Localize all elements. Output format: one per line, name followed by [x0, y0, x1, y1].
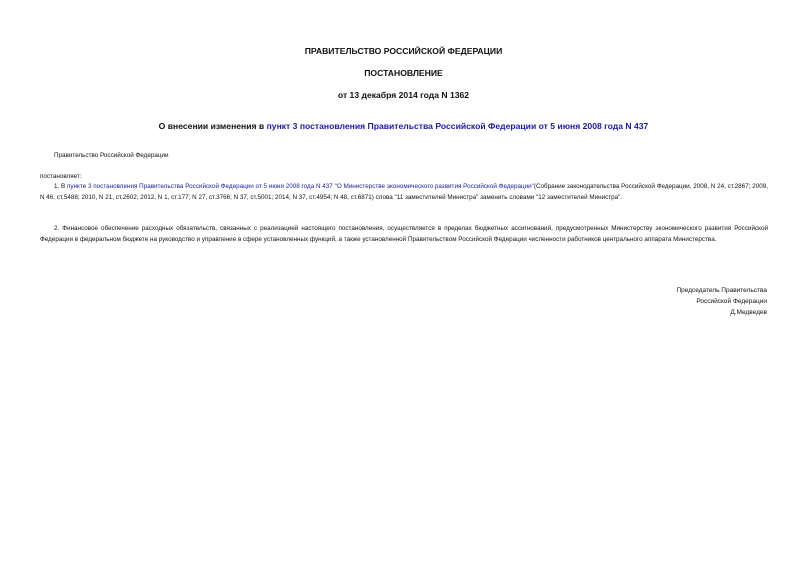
paragraph-2 [40, 224, 768, 245]
signature-block [676, 285, 767, 319]
government-heading: ПРАВИТЕЛЬСТВО РОССИЙСКОЙ ФЕДЕРАЦИИ [304, 46, 503, 56]
paragraph-2-text: 2. Финансовое обеспечение расходных обязательств, связанных с реализацией настоящего постановления, осуществляется в пределах бюджетных ассигнований, предусмотренных Министерству экономического развития Российской Федерации в федеральном бюджете на руководство и управление в сфере установленных функций, а также установленной Правительством Российской Федерации численности работников центрального аппарата Министерства. [40, 225, 768, 243]
paragraph-1-rest: (Собрание законодательства Российской Федерации, 2008, N 24, ст.2867; 2009, N 46, ст.5488; 2010, N 21, ст.2602; 2012, N 1, ст.177; N 27, ст.3766; N 37, ст.5001; 2014, N 37, ст.4954; N 48, ст.6871) слова "11 заместителей Министра" заменить словами "12 заместителей Министра". [40, 183, 768, 201]
paragraph-1-link[interactable]: пункте 3 постановления Правительства Российской Федерации от 5 июня 2008 года N 437 "О Министерстве экономического развития Российской Федерации" [67, 183, 534, 190]
signature-title-line-2: Российской Федерации [696, 298, 767, 306]
document-date-number: от 13 декабря 2014 года N 1362 [337, 90, 470, 100]
title-prefix: О внесении изменения в [158, 121, 267, 131]
signature-name: Д.Медведев [730, 309, 767, 317]
paragraph-1 [40, 182, 768, 203]
resolves-text: постановляет: [40, 173, 82, 180]
document-title [0, 121, 807, 132]
paragraph-1-number: 1. В [54, 183, 68, 190]
document-type-heading: ПОСТАНОВЛЕНИЕ [364, 68, 443, 78]
intro-text: Правительство Российской Федерации [54, 152, 169, 159]
signature-title-line-1: Председатель Правительства [676, 287, 767, 294]
title-link[interactable]: пункт 3 постановления Правительства Российской Федерации от 5 июня 2008 года N 437 [266, 121, 649, 131]
